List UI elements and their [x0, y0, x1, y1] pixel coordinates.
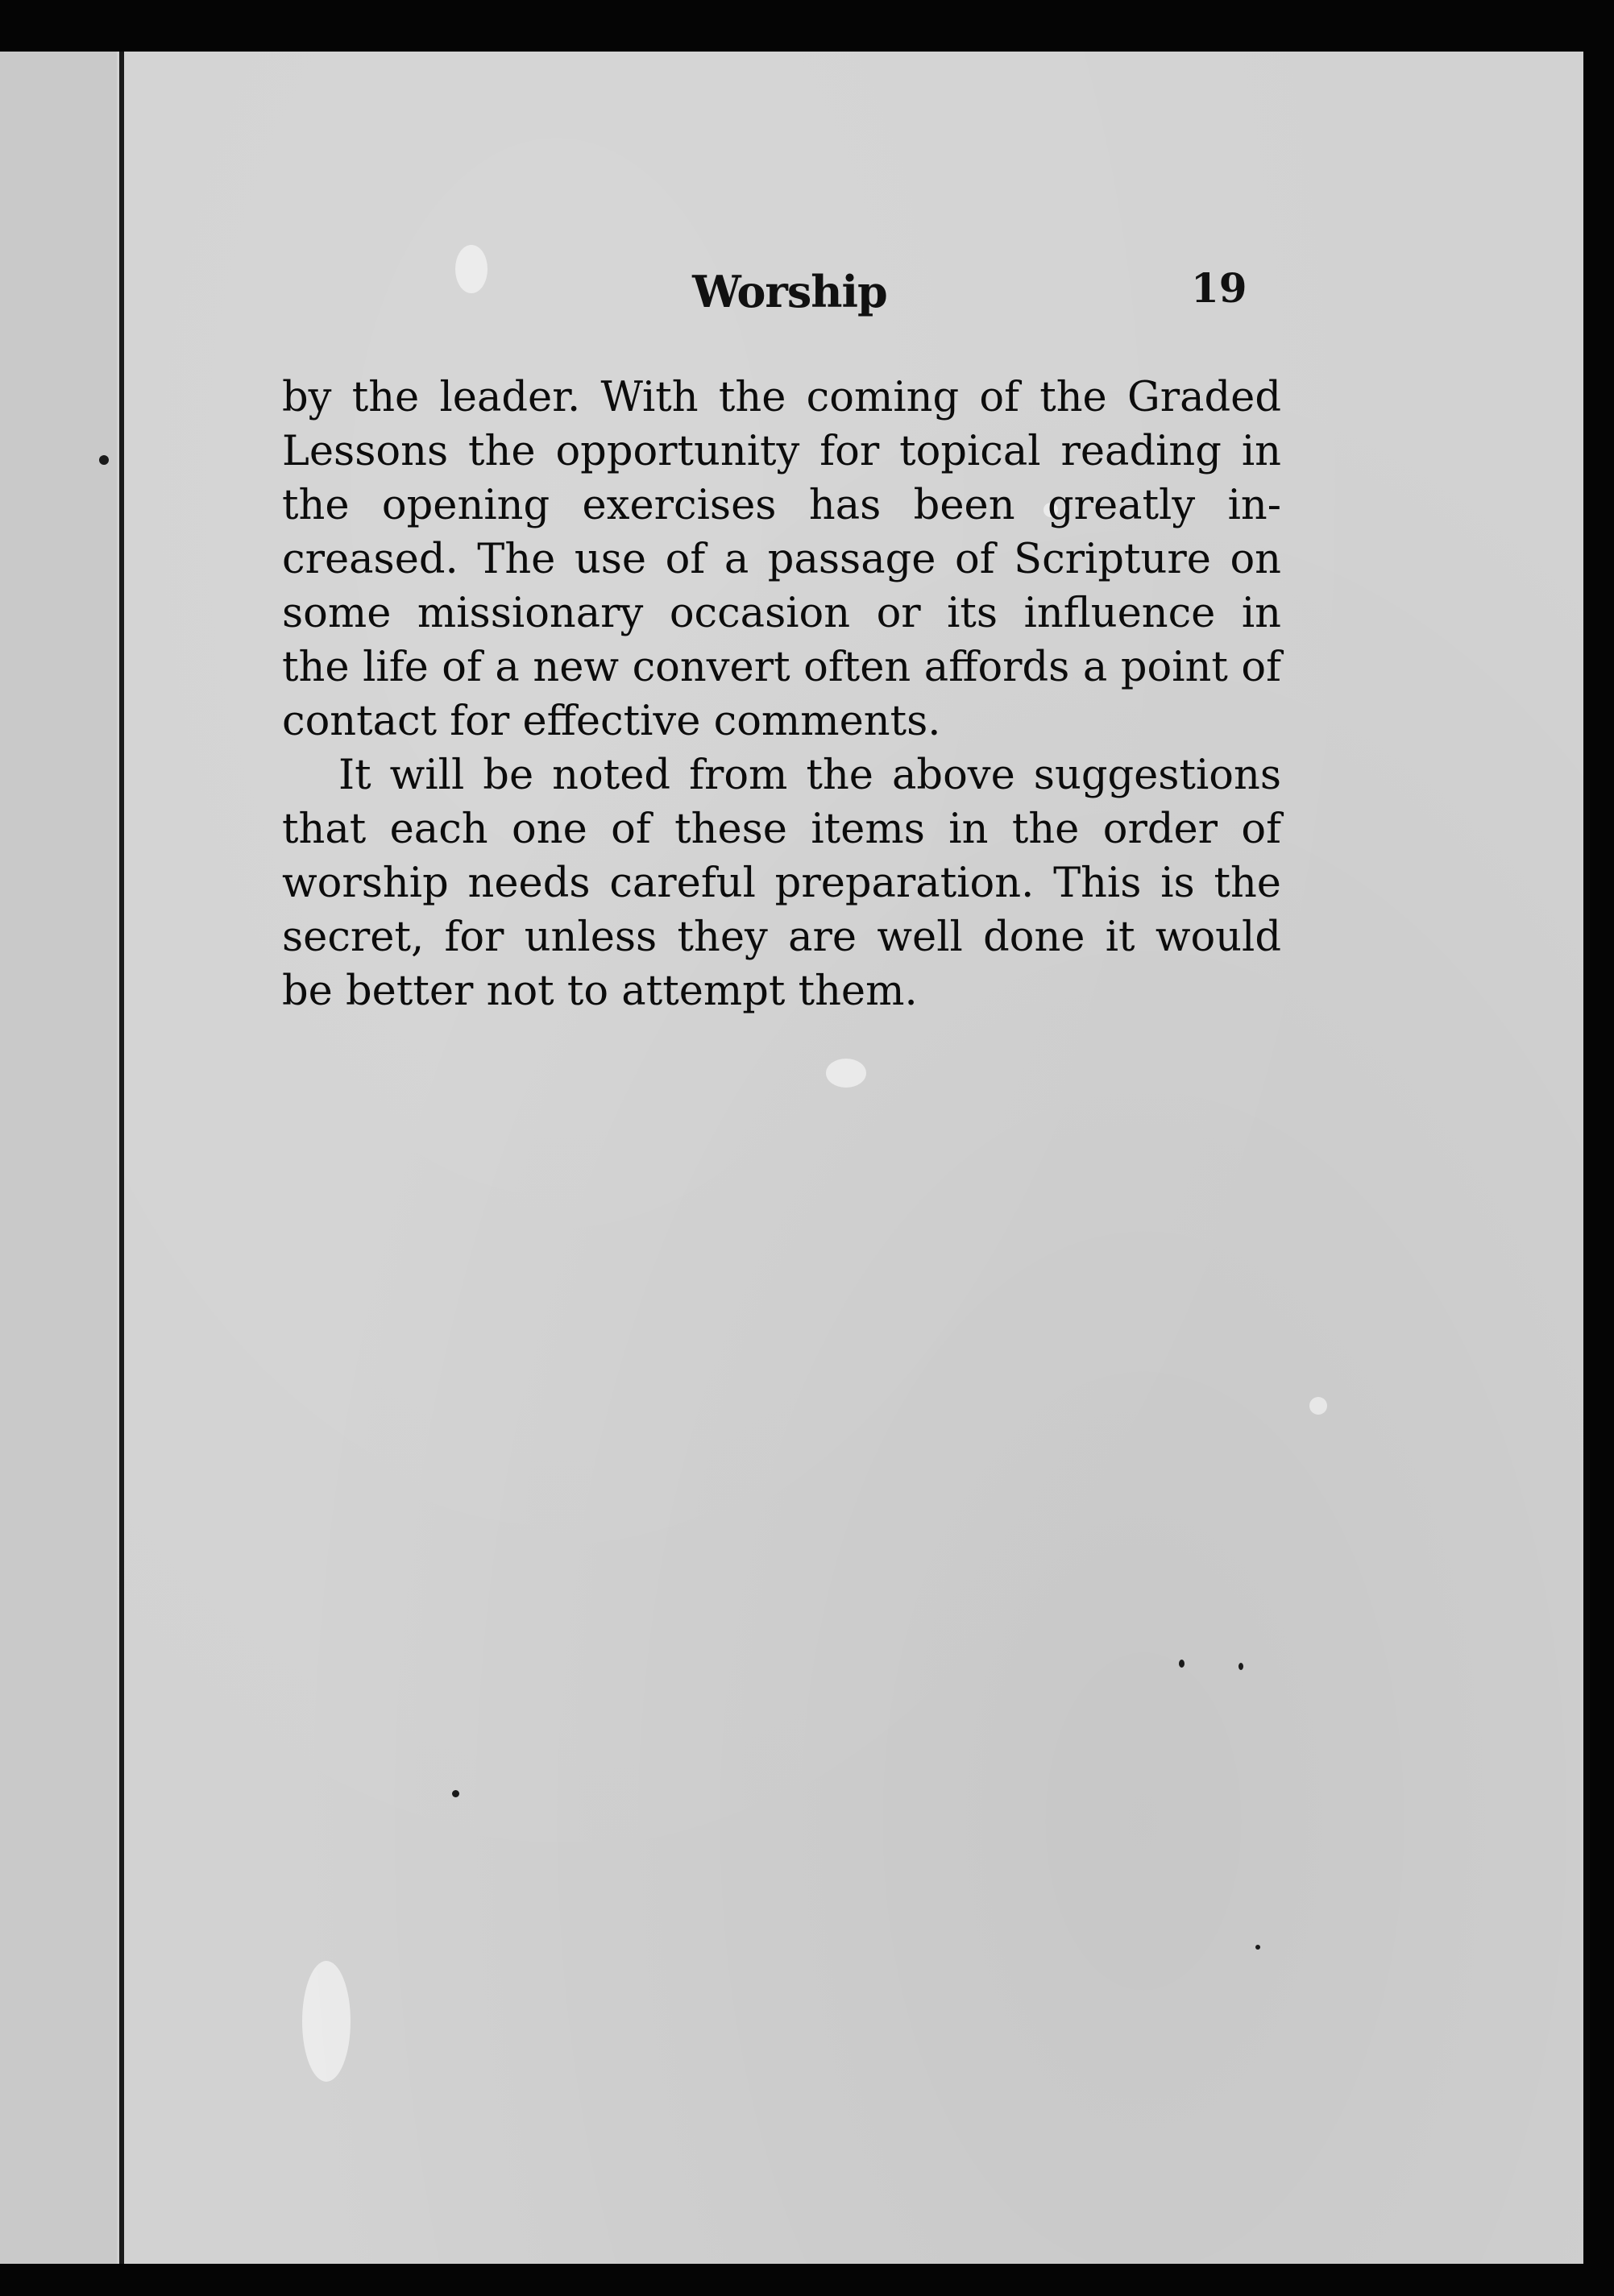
paper-speck — [455, 245, 488, 293]
ink-dot — [452, 1790, 459, 1797]
ink-dot — [1255, 1945, 1260, 1950]
paper-speck — [1309, 1397, 1327, 1415]
paragraph: by the leader. With the coming of the Graded Lessons the opportunity for topical reading in the opening exercises has been greatly increased. The use of a passage of Scripture on some missionary occasion or its influence in the life of a new convert often affords a point of contact for effective comments. — [282, 374, 1281, 745]
running-head: Worship — [692, 266, 887, 317]
ink-dot — [1179, 1660, 1185, 1668]
ink-dot — [99, 455, 109, 465]
paper-speck — [826, 1059, 866, 1088]
facing-page-edge — [0, 52, 117, 2264]
ink-dot — [1239, 1663, 1243, 1670]
page-number: 19 — [1191, 264, 1247, 312]
page-gutter-line — [119, 52, 124, 2264]
body-text — [282, 371, 1281, 1018]
paper-speck — [302, 1961, 351, 2082]
paragraph: It will be noted from the above suggestions that each one of these items in the order of worship needs careful preparation. This is the secret, for unless they are well done it would be better not to attempt them. — [282, 752, 1281, 1015]
